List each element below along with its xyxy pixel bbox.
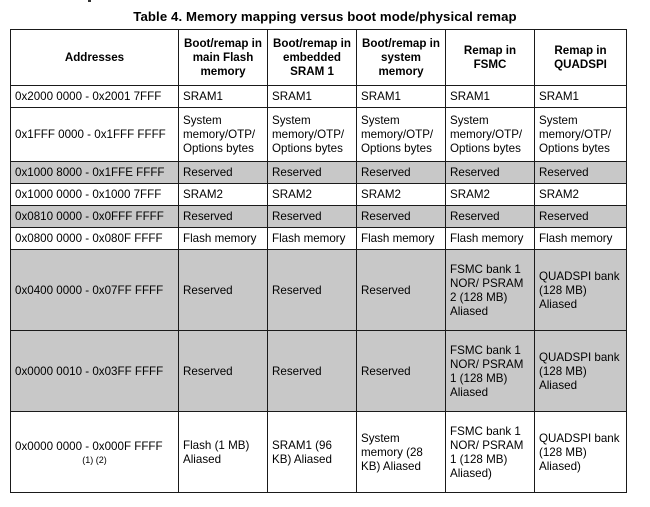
table-row — [11, 184, 627, 206]
table-cell: Reserved — [446, 162, 535, 184]
table-row-reserved — [11, 331, 627, 412]
table-cell: SRAM1 — [357, 86, 446, 108]
table-cell: Flash memory — [179, 228, 268, 250]
table-cell: Flash memory — [535, 228, 627, 250]
table-row-reserved — [11, 162, 627, 184]
table-cell: Reserved — [357, 162, 446, 184]
table-row — [11, 228, 627, 250]
table-cell: SRAM2 — [179, 184, 268, 206]
address-cell: 0x1000 0000 - 0x1000 7FFF — [11, 184, 179, 206]
table-cell: Flash (1 MB) Aliased — [179, 412, 268, 493]
table-cell: System memory/OTP/ Options bytes — [535, 108, 627, 162]
table-row — [11, 412, 627, 493]
table-cell: FSMC bank 1 NOR/ PSRAM 2 (128 MB) Aliased — [446, 250, 535, 331]
table-cell: Reserved — [535, 206, 627, 228]
header-remap-fsmc: Remap in FSMC — [446, 30, 535, 86]
table-cell: Reserved — [446, 206, 535, 228]
header-addresses: Addresses — [11, 30, 179, 86]
address-cell: 0x0400 0000 - 0x07FF FFFF — [11, 250, 179, 331]
table-cell: Reserved — [268, 206, 357, 228]
table-cell: Reserved — [268, 250, 357, 331]
table-row — [11, 108, 627, 162]
top-edge-mark — [88, 0, 91, 2]
table-cell: SRAM1 — [179, 86, 268, 108]
table-cell: Flash memory — [268, 228, 357, 250]
table-cell: FSMC bank 1 NOR/ PSRAM 1 (128 MB) Aliased — [446, 331, 535, 412]
table-caption: Table 4. Memory mapping versus boot mode/physical remap — [133, 9, 517, 24]
table-cell: SRAM1 — [268, 86, 357, 108]
table-cell: Reserved — [179, 331, 268, 412]
table-cell: QUADSPI bank (128 MB) Aliased — [535, 331, 627, 412]
table-cell: Reserved — [268, 331, 357, 412]
table-cell: Reserved — [268, 162, 357, 184]
footnote-refs: (1) (2) — [82, 454, 107, 465]
address-cell: 0x0810 0000 - 0x0FFF FFFF — [11, 206, 179, 228]
table-cell: Reserved — [357, 206, 446, 228]
table-cell: Reserved — [179, 206, 268, 228]
table-cell: FSMC bank 1 NOR/ PSRAM 1 (128 MB) Aliased) — [446, 412, 535, 493]
header-boot-main-flash: Boot/remap in main Flash memory — [179, 30, 268, 86]
table-cell: Flash memory — [357, 228, 446, 250]
table-cell: System memory (28 KB) Aliased — [357, 412, 446, 493]
table-cell: SRAM2 — [446, 184, 535, 206]
address-cell: 0x0000 0010 - 0x03FF FFFF — [11, 331, 179, 412]
table-cell: Reserved — [179, 162, 268, 184]
table-cell: System memory/OTP/ Options bytes — [179, 108, 268, 162]
table-cell: QUADSPI bank (128 MB) Aliased) — [535, 412, 627, 493]
table-cell: Flash memory — [446, 228, 535, 250]
address-text: 0x0000 0000 - 0x000F FFFF — [15, 439, 163, 453]
table-cell: Reserved — [179, 250, 268, 331]
address-cell — [11, 412, 179, 493]
table-cell: QUADSPI bank (128 MB) Aliased — [535, 250, 627, 331]
header-boot-embedded-sram1: Boot/remap in embedded SRAM 1 — [268, 30, 357, 86]
table-cell: SRAM2 — [268, 184, 357, 206]
table-cell: SRAM1 — [446, 86, 535, 108]
address-cell: 0x2000 0000 - 0x2001 7FFF — [11, 86, 179, 108]
table-cell: SRAM2 — [535, 184, 627, 206]
address-cell: 0x1000 8000 - 0x1FFE FFFF — [11, 162, 179, 184]
memory-mapping-table — [10, 29, 627, 493]
table-row — [11, 86, 627, 108]
table-cell: SRAM2 — [357, 184, 446, 206]
header-boot-system-memory: Boot/remap in system memory — [357, 30, 446, 86]
table-row-reserved — [11, 250, 627, 331]
table-cell: SRAM1 — [535, 86, 627, 108]
address-cell: 0x1FFF 0000 - 0x1FFF FFFF — [11, 108, 179, 162]
table-cell: Reserved — [535, 162, 627, 184]
table-cell: Reserved — [357, 250, 446, 331]
table-cell: Reserved — [357, 331, 446, 412]
table-cell: System memory/OTP/ Options bytes — [446, 108, 535, 162]
table-cell: System memory/OTP/ Options bytes — [357, 108, 446, 162]
address-cell: 0x0800 0000 - 0x080F FFFF — [11, 228, 179, 250]
table-row-reserved — [11, 206, 627, 228]
table-cell: System memory/OTP/ Options bytes — [268, 108, 357, 162]
header-row — [11, 30, 627, 86]
table-cell: SRAM1 (96 KB) Aliased — [268, 412, 357, 493]
header-remap-quadspi: Remap in QUADSPI — [535, 30, 627, 86]
